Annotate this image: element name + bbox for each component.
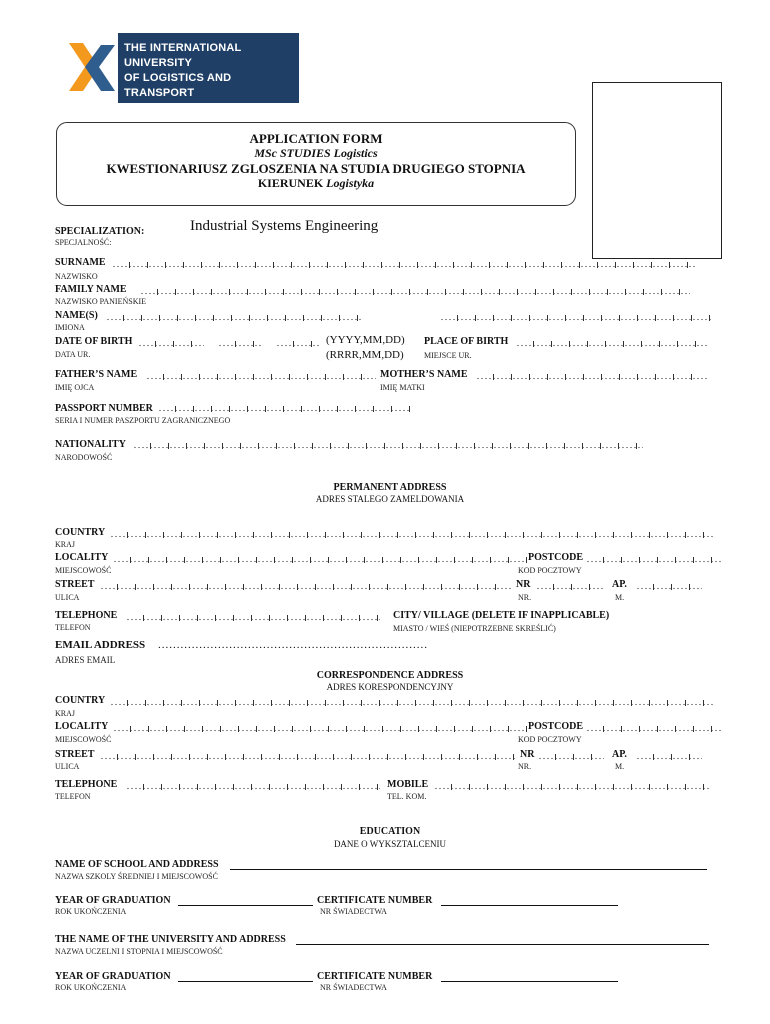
family-name-field[interactable] [140,285,690,295]
corr-country-label: COUNTRY [55,695,106,706]
father-sub: IMIĘ OJCA [55,383,95,392]
corr-ap-field[interactable] [636,750,702,760]
corr-country-sub: KRAJ [55,709,76,718]
certificate-2-sub: NR ŚWIADECTWA [320,983,387,992]
education-title: EDUCATION [359,826,421,837]
email-sub: ADRES EMAIL [55,655,116,665]
corr-postcode-field[interactable] [586,722,722,732]
dob-day-field[interactable] [276,337,320,347]
surname-field[interactable] [112,258,697,268]
passport-sub: SERIA I NUMER PASZPORTU ZAGRANICZNEGO [55,416,231,425]
form-title-polish: KWESTIONARIUSZ ZGLOSZENIA NA STUDIA DRUGIEGO STOPNIA [106,161,526,176]
school-sub: NAZWA SZKOLY ŚREDNIEJ I MIEJSCOWOŚĆ [55,872,218,881]
specialization-label: SPECIALIZATION: [55,226,145,237]
corr-street-sub: ULICA [55,762,80,771]
surname-label: SURNAME [55,257,106,268]
corr-telephone-field[interactable] [126,780,380,790]
dob-format-pl: (RRRR,MM,DD) [326,349,404,361]
nationality-label: NATIONALITY [55,439,126,450]
corr-locality-field[interactable] [113,722,527,732]
year-graduation-1-label: YEAR OF GRADUATION [55,895,171,906]
father-label: FATHER’S NAME [55,369,138,380]
family-name-label: FAMILY NAME [55,284,127,295]
kierunek-line [57,176,575,191]
perm-street-sub: ULICA [55,593,80,602]
correspondence-address-title: CORRESPONDENCE ADDRESS [316,670,464,681]
nationality-field[interactable] [133,439,643,449]
photo-box[interactable] [592,82,722,259]
perm-street-label: STREET [55,579,95,590]
school-field[interactable] [230,858,707,870]
dob-label: DATE OF BIRTH [55,336,133,347]
perm-ap-field[interactable] [636,580,702,590]
permanent-address-title: PERMANENT ADDRESS [333,482,447,493]
year-graduation-2-sub: ROK UKOŃCZENIA [55,983,127,992]
perm-ap-label: AP. [612,579,627,590]
logo-line-2: OF LOGISTICS AND TRANSPORT [124,72,232,99]
pob-sub: MIEJSCE UR. [424,351,472,360]
perm-postcode-field[interactable] [586,553,722,563]
university-sub: NAZWA UCZELNI I STOPNIA I MIEJSCOWOŚĆ [55,947,223,956]
perm-nr-label: NR [516,579,531,590]
logo-mark-icon [55,33,118,103]
specialization-sub: SPECJALNOŚĆ: [55,238,112,247]
perm-locality-field[interactable] [113,553,527,563]
kierunek-label: KIERUNEK [257,176,324,190]
university-logo [55,33,299,114]
perm-city-label: CITY/ VILLAGE (DELETE IF INAPPLICABLE) [393,610,610,621]
perm-country-sub: KRAJ [55,540,76,549]
perm-nr-sub: NR. [518,593,532,602]
email-field[interactable]: ........................................................................ [158,639,428,651]
perm-street-field[interactable] [100,580,512,590]
certificate-1-sub: NR ŚWIADECTWA [320,907,387,916]
corr-locality-sub: MIEJSCOWOŚĆ [55,735,112,744]
nationality-sub: NARODOWOŚĆ [55,453,113,462]
surname-sub: NAZWISKO [55,272,98,281]
year-graduation-1-sub: ROK UKOŃCZENIA [55,907,127,916]
dob-sub: DATA UR. [55,350,91,359]
email-label: EMAIL ADDRESS [55,639,146,651]
corr-telephone-sub: TELEFON [55,792,91,801]
specialization-value[interactable]: Industrial Systems Engineering [190,218,379,234]
corr-ap-label: AP. [612,749,627,760]
year-graduation-2-label: YEAR OF GRADUATION [55,971,171,982]
logo-text [124,41,299,116]
school-label: NAME OF SCHOOL AND ADDRESS [55,859,219,870]
logo-line-1: THE INTERNATIONAL UNIVERSITY [124,42,242,69]
corr-postcode-label: POSTCODE [528,721,584,732]
perm-telephone-field[interactable] [126,611,380,621]
names-field-1[interactable] [106,311,361,321]
perm-city-sub: MIASTO / WIEŚ (NIEPOTRZEBNE SKREŚLIĆ) [393,624,556,633]
perm-nr-field[interactable] [536,580,604,590]
logo-line-3: IN WROCLAW [124,102,200,114]
mother-sub: IMIĘ MATKI [380,383,425,392]
perm-ap-sub: M. [615,593,625,602]
names-sub: IMIONA [55,323,85,332]
corr-mobile-field[interactable] [434,780,710,790]
corr-mobile-label: MOBILE [387,779,429,790]
certificate-1-field[interactable] [441,894,618,906]
names-field-2[interactable] [440,311,712,321]
corr-postcode-sub: KOD POCZTOWY [518,735,582,744]
year-graduation-1-field[interactable] [178,894,313,906]
perm-postcode-sub: KOD POCZTOWY [518,566,582,575]
year-graduation-2-field[interactable] [178,970,313,982]
dob-year-field[interactable] [138,337,204,347]
title-box [56,122,576,206]
perm-telephone-label: TELEPHONE [55,610,118,621]
corr-telephone-label: TELEPHONE [55,779,118,790]
passport-label: PASSPORT NUMBER [55,403,153,414]
logo-panel [118,33,299,114]
certificate-2-field[interactable] [441,970,618,982]
corr-country-field[interactable] [110,696,714,706]
university-field[interactable] [296,933,709,945]
father-field[interactable] [146,370,376,380]
dob-month-field[interactable] [218,337,262,347]
university-label: THE NAME OF THE UNIVERSITY AND ADDRESS [55,934,286,945]
dob-format: (YYYY,MM,DD) [326,334,405,346]
certificate-1-label: CERTIFICATE NUMBER [317,895,433,906]
names-label: NAME(S) [55,310,98,321]
family-name-sub: NAZWISKO PANIEŃSKIE [55,297,147,306]
education-sub: DANE O WYKSZTALCENIU [333,839,447,849]
perm-locality-label: LOCALITY [55,552,109,563]
perm-postcode-label: POSTCODE [528,552,584,563]
corr-ap-sub: M. [615,762,625,771]
perm-country-label: COUNTRY [55,527,106,538]
form-title: APPLICATION FORM [249,131,383,146]
perm-locality-sub: MIEJSCOWOŚĆ [55,566,112,575]
corr-nr-field[interactable] [538,750,604,760]
mother-label: MOTHER’S NAME [380,369,468,380]
pob-label: PLACE OF BIRTH [424,336,509,347]
pob-field[interactable] [516,337,708,347]
corr-locality-label: LOCALITY [55,721,109,732]
kierunek-value: Logistyka [326,176,375,190]
mother-field[interactable] [476,370,708,380]
corr-street-field[interactable] [100,750,516,760]
corr-street-label: STREET [55,749,95,760]
correspondence-address-sub: ADRES KORESPONDENCYJNY [326,682,454,692]
permanent-address-sub: ADRES STALEGO ZAMELDOWANIA [315,494,465,504]
corr-nr-label: NR [520,749,535,760]
passport-field[interactable] [158,402,410,412]
corr-mobile-sub: TEL. KOM. [387,792,427,801]
certificate-2-label: CERTIFICATE NUMBER [317,971,433,982]
corr-nr-sub: NR. [518,762,532,771]
perm-country-field[interactable] [110,528,714,538]
form-subtitle: MSc STUDIES Logistics [254,146,378,160]
perm-telephone-sub: TELEFON [55,623,91,632]
